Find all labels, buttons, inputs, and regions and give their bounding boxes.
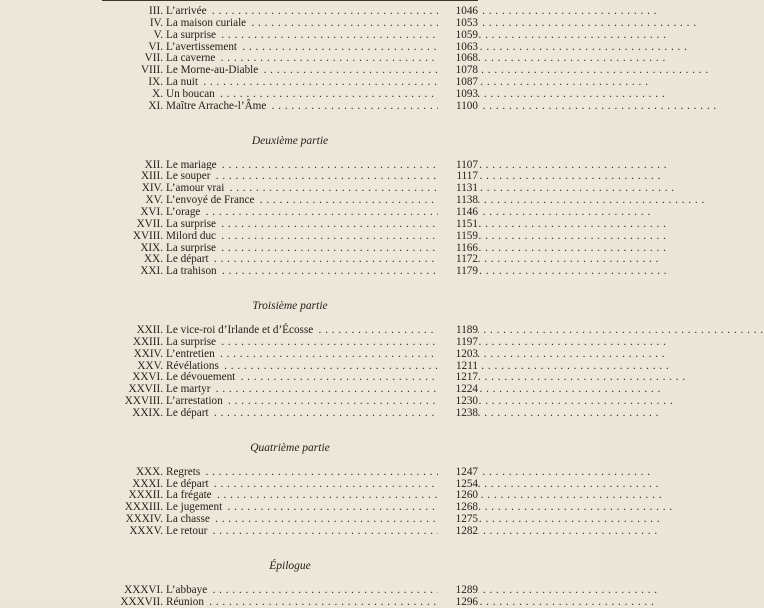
page-number: 1138 bbox=[438, 194, 478, 206]
chapter-number: XXX. bbox=[135, 465, 163, 478]
toc-entry bbox=[102, 395, 478, 407]
section-heading: Quatrième partie bbox=[250, 441, 330, 454]
chapter-title-line bbox=[166, 466, 438, 478]
chapter-number: XII. bbox=[144, 158, 163, 171]
toc-entry bbox=[102, 348, 478, 360]
toc-entry bbox=[102, 242, 478, 254]
toc-section bbox=[102, 300, 478, 419]
chapter-number: XXII. bbox=[136, 324, 163, 337]
chapter-title-line bbox=[166, 88, 438, 100]
chapter-number: XXVI. bbox=[132, 371, 163, 384]
chapter-title: Un boucan bbox=[166, 87, 215, 100]
toc-entry bbox=[102, 324, 478, 336]
toc-entry bbox=[102, 584, 478, 596]
page-number: 1289 bbox=[438, 584, 478, 596]
chapter-title: La maison curiale bbox=[166, 16, 247, 29]
page-number: 1179 bbox=[438, 265, 478, 277]
toc-entry bbox=[102, 159, 478, 171]
chapter-title: L’entretien bbox=[166, 347, 215, 360]
chapter-title: L’abbaye bbox=[166, 583, 208, 596]
page-number: 1230 bbox=[438, 395, 478, 407]
page-number: 1238 bbox=[438, 407, 478, 419]
chapter-title: L’avertissement bbox=[166, 40, 238, 53]
chapter-title: La trahison bbox=[166, 265, 217, 278]
page-number: 1131 bbox=[438, 182, 478, 194]
chapter-title-line bbox=[166, 230, 438, 242]
chapter-number: XIII. bbox=[140, 170, 163, 183]
section-entries bbox=[102, 584, 478, 608]
page-number: 1046 bbox=[438, 5, 478, 17]
page-number: 1087 bbox=[438, 76, 478, 88]
toc-entry bbox=[102, 596, 478, 608]
page-number: 1254 bbox=[438, 478, 478, 490]
toc-entry bbox=[102, 371, 478, 383]
chapter-title-line bbox=[166, 324, 438, 336]
chapter-title: La surprise bbox=[166, 217, 217, 230]
page-number: 1068 bbox=[438, 52, 478, 64]
toc-section bbox=[102, 560, 478, 608]
chapter-title: Le Morne-au-Diable bbox=[166, 64, 259, 77]
section-heading: Deuxième partie bbox=[251, 134, 329, 147]
section-entries bbox=[102, 159, 478, 277]
page-number: 1172 bbox=[438, 253, 478, 265]
chapter-title-line bbox=[166, 336, 438, 348]
chapter-number: XXXIII. bbox=[124, 501, 163, 514]
toc-entry bbox=[102, 5, 478, 17]
chapter-number: XVIII. bbox=[132, 229, 163, 242]
page-number: 1107 bbox=[438, 159, 478, 171]
chapter-title: L’orage bbox=[166, 205, 201, 218]
chapter-title-line bbox=[166, 383, 438, 395]
page-number: 1059 bbox=[438, 29, 478, 41]
section-entries bbox=[102, 324, 478, 419]
chapter-number: XXXIV. bbox=[125, 513, 163, 526]
toc-section bbox=[102, 442, 478, 537]
chapter-title-line bbox=[166, 360, 438, 372]
chapter-number: V. bbox=[153, 28, 163, 41]
chapter-title: La nuit bbox=[166, 76, 199, 89]
chapter-number: III. bbox=[149, 5, 163, 17]
page-number: 1275 bbox=[438, 513, 478, 525]
toc-entry bbox=[102, 206, 478, 218]
chapter-title-line bbox=[166, 348, 438, 360]
page-number: 1151 bbox=[438, 218, 478, 230]
chapter-title: L’amour vrai bbox=[166, 182, 225, 195]
toc-entry bbox=[102, 194, 478, 206]
chapter-title-line bbox=[166, 525, 438, 537]
chapter-title-line bbox=[166, 489, 438, 501]
chapter-title: Maître Arrache-l’Âme bbox=[166, 99, 267, 112]
chapter-title-line bbox=[166, 371, 438, 383]
page-number: 1224 bbox=[438, 383, 478, 395]
toc-entry bbox=[102, 100, 478, 112]
chapter-title-line bbox=[166, 218, 438, 230]
page-number: 1117 bbox=[438, 170, 478, 182]
chapter-number: VII. bbox=[144, 52, 163, 65]
toc-entry bbox=[102, 52, 478, 64]
toc-entry bbox=[102, 88, 478, 100]
chapter-title: Le jugement bbox=[166, 501, 223, 514]
chapter-number: XXIX. bbox=[132, 406, 163, 419]
toc-entry bbox=[102, 230, 478, 242]
chapter-title-line bbox=[166, 584, 438, 596]
chapter-title-line bbox=[166, 253, 438, 265]
toc-entry bbox=[102, 336, 478, 348]
chapter-title: La surprise bbox=[166, 241, 217, 254]
chapter-title: La chasse bbox=[166, 513, 210, 526]
toc-entry bbox=[102, 265, 478, 277]
chapter-number: XVII. bbox=[136, 217, 163, 230]
chapter-number: XXXV. bbox=[129, 525, 163, 537]
chapter-title-line bbox=[166, 501, 438, 513]
chapter-title-line bbox=[166, 194, 438, 206]
chapter-title-line bbox=[166, 5, 438, 17]
page-number: 1146 bbox=[438, 206, 478, 218]
toc-entry bbox=[102, 478, 478, 490]
chapter-title-line bbox=[166, 64, 438, 76]
chapter-number: XIX. bbox=[140, 241, 163, 254]
chapter-title: L’envoyé de France bbox=[166, 194, 255, 207]
chapter-number: XX. bbox=[144, 253, 163, 266]
toc-entry bbox=[102, 64, 478, 76]
toc-entry bbox=[102, 383, 478, 395]
chapter-number: XXVIII. bbox=[124, 395, 163, 408]
page-number: 1268 bbox=[438, 501, 478, 513]
chapter-title: Révélations bbox=[166, 359, 219, 372]
chapter-title-line bbox=[166, 41, 438, 53]
chapter-number: XXXII. bbox=[128, 489, 163, 502]
chapter-number: XI. bbox=[148, 99, 163, 112]
section-entries bbox=[102, 5, 478, 112]
page-number: 1166 bbox=[438, 242, 478, 254]
chapter-number: IV. bbox=[149, 16, 163, 29]
toc-entry bbox=[102, 17, 478, 29]
toc-entry bbox=[102, 501, 478, 513]
toc-entry bbox=[102, 253, 478, 265]
chapter-number: IX. bbox=[148, 76, 163, 89]
toc-section bbox=[102, 5, 478, 112]
chapter-number: VIII. bbox=[140, 64, 163, 77]
toc-entry bbox=[102, 466, 478, 478]
toc-section bbox=[102, 135, 478, 277]
section-entries bbox=[102, 466, 478, 537]
chapter-title-line bbox=[166, 513, 438, 525]
chapter-number: XXXI. bbox=[132, 477, 163, 490]
chapter-title: Le souper bbox=[166, 170, 211, 183]
chapter-title: Le retour bbox=[166, 525, 208, 537]
page-number: 1217 bbox=[438, 371, 478, 383]
chapter-title: L’arrestation bbox=[166, 395, 223, 408]
chapter-title: La frégate bbox=[166, 489, 212, 502]
section-heading: Épilogue bbox=[269, 559, 311, 572]
page-number: 1053 bbox=[438, 17, 478, 29]
chapter-number: XXVII. bbox=[128, 383, 163, 396]
page-number: 1100 bbox=[438, 100, 478, 112]
chapter-title-line bbox=[166, 170, 438, 182]
chapter-title-line bbox=[166, 17, 438, 29]
chapter-title: Milord duc bbox=[166, 229, 217, 242]
chapter-title-line bbox=[166, 596, 438, 608]
chapter-number: XXI. bbox=[140, 265, 163, 278]
table-of-contents bbox=[102, 0, 478, 608]
chapter-number: VI. bbox=[148, 40, 163, 53]
page-number: 1260 bbox=[438, 489, 478, 501]
chapter-title: Regrets bbox=[166, 465, 201, 478]
chapter-number: XVI. bbox=[140, 205, 163, 218]
section-heading: Troisième partie bbox=[252, 300, 328, 313]
page-number: 1203 bbox=[438, 348, 478, 360]
page-number: 1159 bbox=[438, 230, 478, 242]
page-number: 1189 bbox=[438, 324, 478, 336]
chapter-title-line bbox=[166, 407, 438, 419]
page-number: 1093 bbox=[438, 88, 478, 100]
chapter-title: La surprise bbox=[166, 28, 217, 41]
chapter-number: X. bbox=[152, 87, 163, 100]
chapter-title-line bbox=[166, 206, 438, 218]
chapter-title: Le départ bbox=[166, 253, 209, 266]
chapter-number: XXV. bbox=[137, 359, 163, 372]
chapter-title-line bbox=[166, 242, 438, 254]
chapter-title-line bbox=[166, 52, 438, 64]
toc-entry bbox=[102, 29, 478, 41]
chapter-title-line bbox=[166, 182, 438, 194]
toc-entry bbox=[102, 513, 478, 525]
toc-entry bbox=[102, 76, 478, 88]
toc-entry bbox=[102, 525, 478, 537]
toc-entry bbox=[102, 170, 478, 182]
chapter-number: XV. bbox=[145, 194, 163, 207]
chapter-number: XXIV. bbox=[133, 347, 163, 360]
page-number: 1063 bbox=[438, 41, 478, 53]
chapter-title-line bbox=[166, 478, 438, 490]
chapter-title-line bbox=[166, 100, 438, 112]
chapter-number: XXXVII. bbox=[120, 595, 163, 608]
chapter-title: Le vice-roi d’Irlande et d’Écosse bbox=[166, 324, 314, 337]
toc-entry bbox=[102, 407, 478, 419]
chapter-title-line bbox=[166, 265, 438, 277]
toc-entry bbox=[102, 489, 478, 501]
chapter-title: Réunion bbox=[166, 595, 204, 608]
chapter-title: La surprise bbox=[166, 335, 217, 348]
chapter-number: XXXVI. bbox=[124, 583, 163, 596]
chapter-title-line bbox=[166, 395, 438, 407]
page-number: 1078 bbox=[438, 64, 478, 76]
chapter-number: XXIII. bbox=[132, 335, 163, 348]
page-number: 1282 bbox=[438, 525, 478, 537]
chapter-title: Le départ bbox=[166, 406, 209, 419]
toc-entry bbox=[102, 218, 478, 230]
chapter-title-line bbox=[166, 29, 438, 41]
chapter-title: L’arrivée bbox=[166, 5, 207, 17]
page-number: 1296 bbox=[438, 596, 478, 608]
chapter-title: La caverne bbox=[166, 52, 216, 65]
toc-entry bbox=[102, 360, 478, 372]
page-number: 1197 bbox=[438, 336, 478, 348]
chapter-title-line bbox=[166, 76, 438, 88]
chapter-title: Le martyr bbox=[166, 383, 211, 396]
toc-entry bbox=[102, 182, 478, 194]
page-number: 1211 bbox=[438, 360, 478, 372]
chapter-title: Le départ bbox=[166, 477, 209, 490]
chapter-title: Le mariage bbox=[166, 158, 217, 171]
chapter-title-line bbox=[166, 159, 438, 171]
chapter-number: XIV. bbox=[141, 182, 163, 195]
chapter-title: Le dévouement bbox=[166, 371, 236, 384]
toc-entry bbox=[102, 41, 478, 53]
page-number: 1247 bbox=[438, 466, 478, 478]
